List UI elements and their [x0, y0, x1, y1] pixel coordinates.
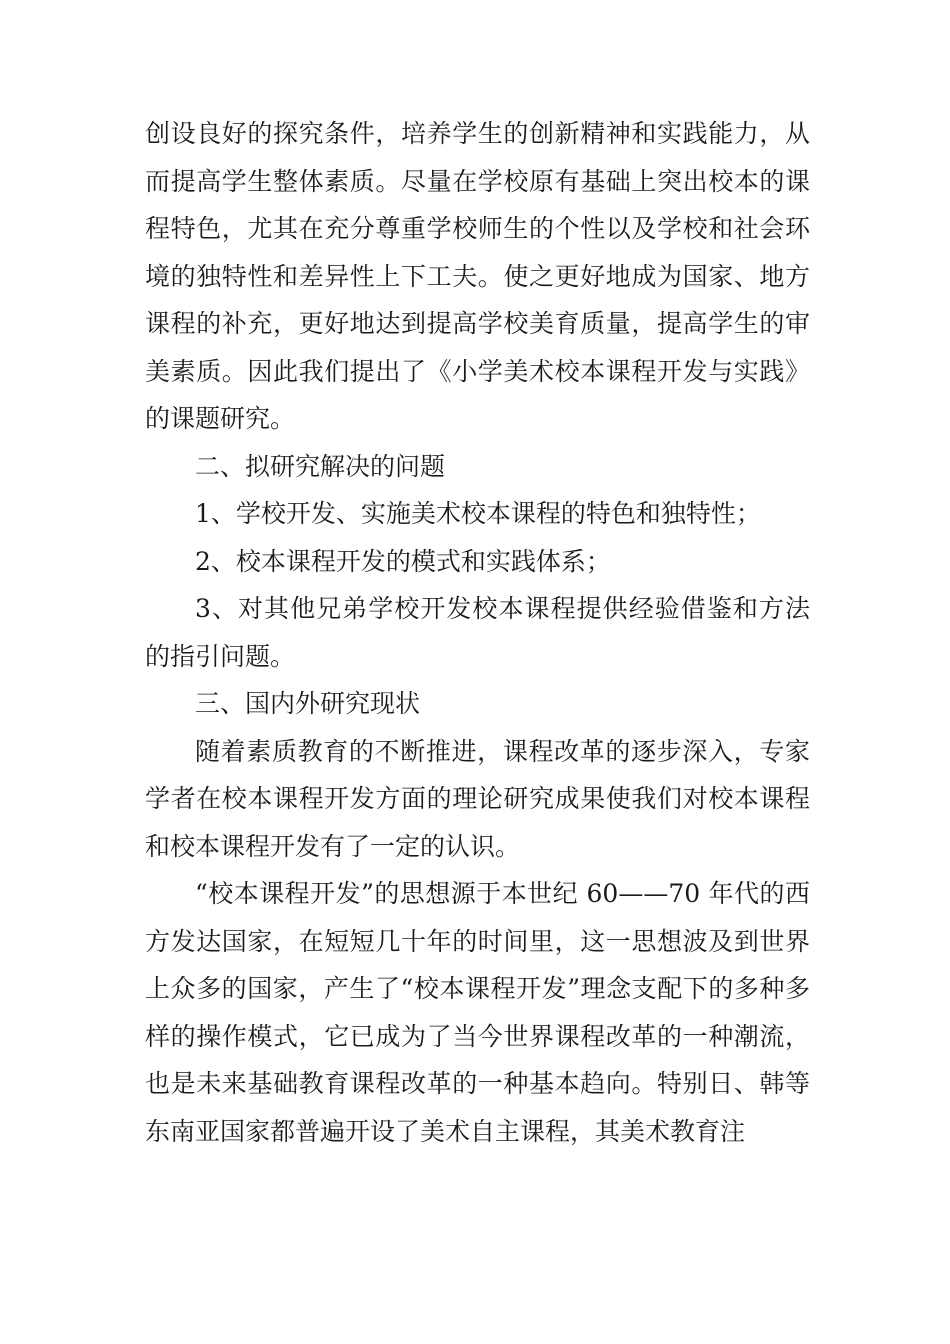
- document-body: [145, 110, 810, 1155]
- paragraph-status-intro: 随着素质教育的不断推进，课程改革的逐步深入，专家学者在校本课程开发方面的理论研究成果使我们对校本课程和校本课程开发有了一定的认识。: [145, 736, 810, 861]
- section-heading-problems: 二、拟研究解决的问题: [195, 451, 446, 481]
- list-item-3: 3、对其他兄弟学校开发校本课程提供经验借鉴和方法的指引问题。: [145, 594, 810, 671]
- paragraph-continuation: 创设良好的探究条件，培养学生的创新精神和实践能力，从而提高学生整体素质。尽量在学校原有基础上突出校本的课程特色，尤其在充分尊重学校师生的个性以及学校和社会环境的独特性和差异性上下工夫。使之更好地成为国家、地方课程的补充，更好地达到提高学校美育质量，提高学生的审美素质。因此我们提出了《小学美术校本课程开发与实践》的课题研究。: [145, 119, 810, 433]
- list-item-2: 2、校本课程开发的模式和实践体系；: [195, 546, 611, 576]
- section-heading-status: 三、国内外研究现状: [195, 689, 421, 718]
- list-item-1: 1、学校开发、实施美术校本课程的特色和独特性；: [195, 499, 761, 528]
- paragraph-school-based-curriculum: “校本课程开发”的思想源于本世纪 60——70 年代的西方发达国家，在短短几十年的时间里，这一思想波及到世界上众多的国家，产生了“校本课程开发”理念支配下的多种多样的操作模式，它已成为了当今世界课程改革的一种潮流，也是未来基础教育课程改革的一种基本趋向。特别日、韩等东南亚国家都普遍开设了美术自主课程，其美术教育注: [145, 879, 810, 1146]
